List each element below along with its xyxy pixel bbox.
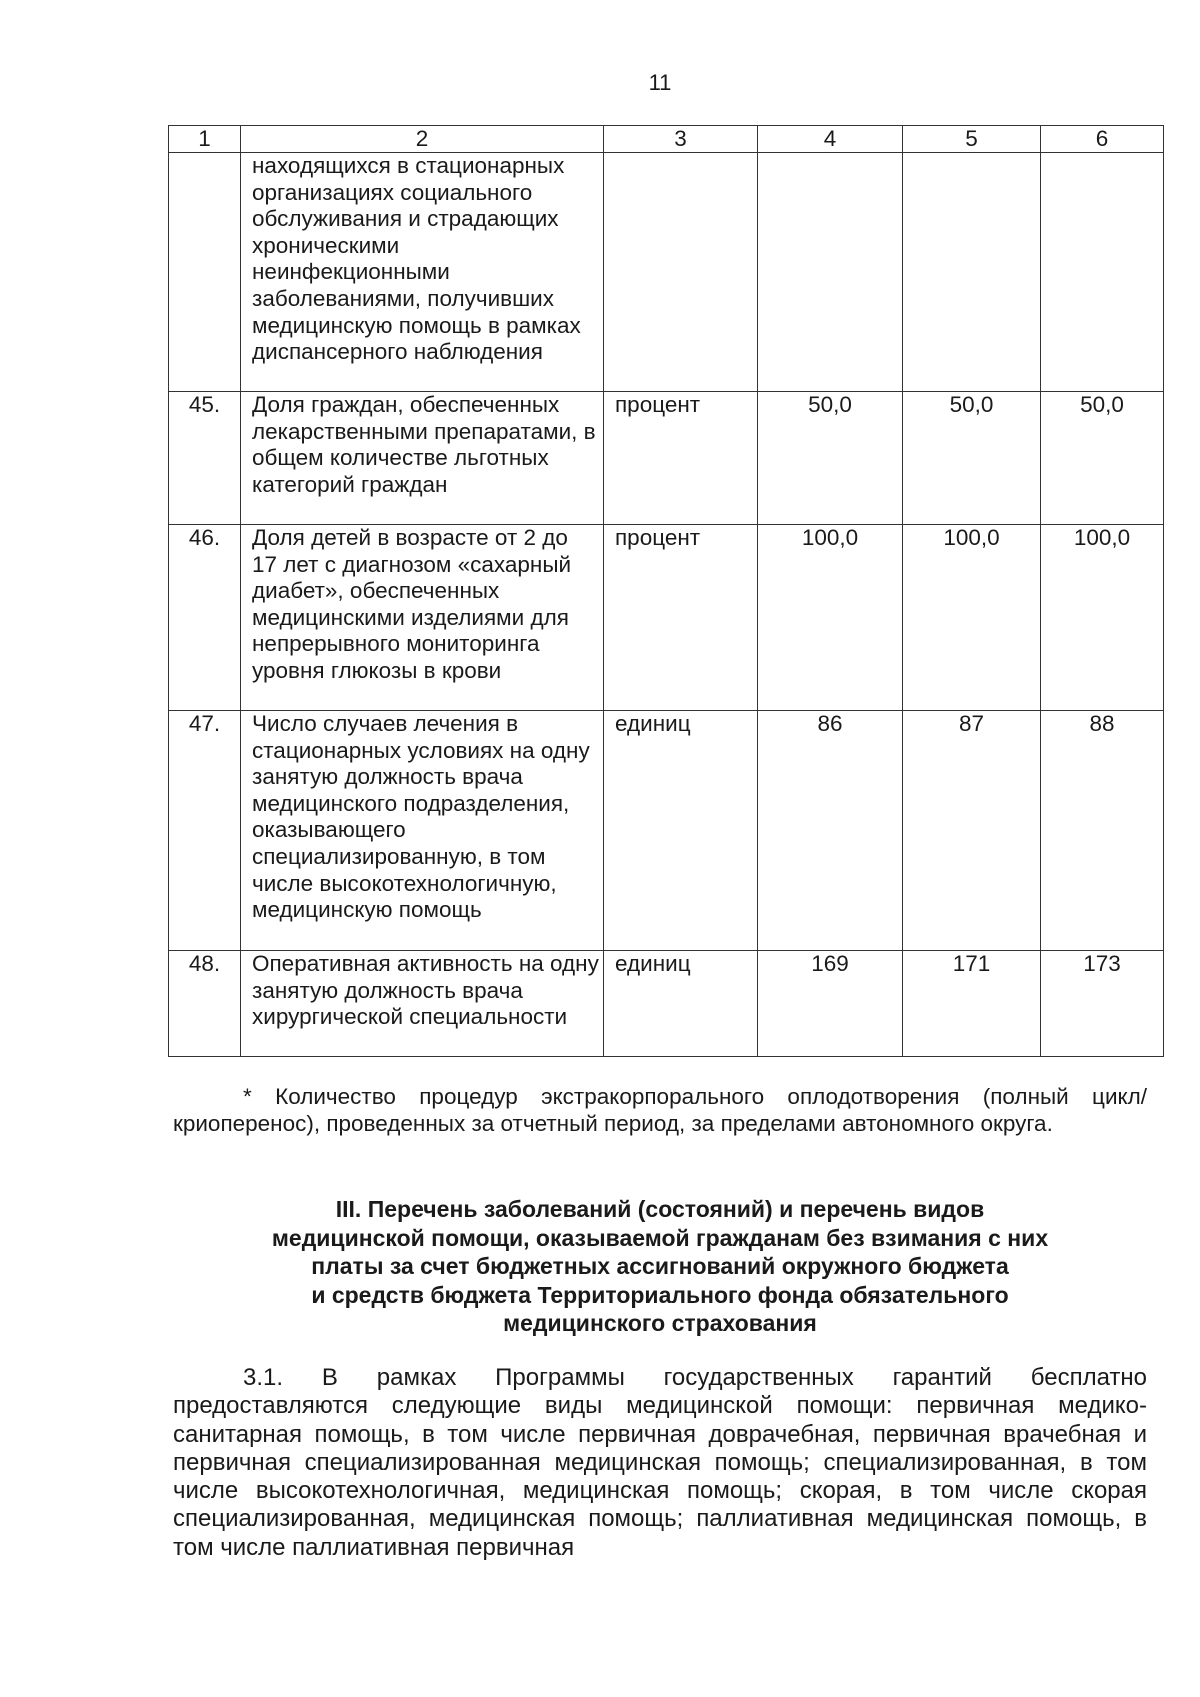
footnote: * Количество процедур экстракорпорального оплодотворения (полный цикл/криоперенос), проведенных за отчетный период, за пределами автономного округа. xyxy=(173,1084,1147,1136)
indicators-table xyxy=(168,125,1164,1057)
heading-line: медицинского страхования xyxy=(503,1310,817,1337)
header-cell: 2 xyxy=(241,126,604,153)
unit xyxy=(604,153,758,392)
table-row xyxy=(169,153,1164,392)
value-col6 xyxy=(1041,153,1164,392)
value-col4: 86 xyxy=(758,711,903,951)
value-col5: 87 xyxy=(903,711,1041,951)
heading-line: медицинской помощи, оказываемой гражданам без взимания с них xyxy=(271,1224,1049,1251)
value-col5: 100,0 xyxy=(903,525,1041,711)
unit: единиц xyxy=(604,711,758,951)
row-number: 47. xyxy=(169,711,241,951)
value-col6: 100,0 xyxy=(1041,525,1164,711)
value-col4 xyxy=(758,153,903,392)
heading-line: III. Перечень заболеваний (состояний) и перечень видов xyxy=(335,1196,985,1222)
indicator-name: Доля детей в возрасте от 2 до 17 лет с диагнозом «сахарный диабет», обеспеченных медицинскими изделиями для непрерывного мониторинга уровня глюкозы в крови xyxy=(241,525,604,711)
table-row xyxy=(169,951,1164,1057)
header-cell: 5 xyxy=(903,126,1041,153)
table-header-row xyxy=(169,126,1164,153)
value-col4: 50,0 xyxy=(758,392,903,525)
row-number: 46. xyxy=(169,525,241,711)
table-row xyxy=(169,711,1164,951)
value-col6: 173 xyxy=(1041,951,1164,1057)
unit: процент xyxy=(604,525,758,711)
indicator-name: Число случаев лечения в стационарных условиях на одну занятую должность врача медицинского подразделения, оказывающего специализированную, в том числе высокотехнологичную, медицинскую помощь xyxy=(241,711,604,951)
heading-line: и средств бюджета Территориального фонда обязательного xyxy=(311,1281,1009,1308)
indicator-name: Оперативная активность на одну занятую должность врача хирургической специальности xyxy=(241,951,604,1057)
page-number: 11 xyxy=(648,70,672,95)
row-number: 45. xyxy=(169,392,241,525)
unit: процент xyxy=(604,392,758,525)
row-number xyxy=(169,153,241,392)
heading-line: платы за счет бюджетных ассигнований окружного бюджета xyxy=(311,1253,1009,1280)
value-col5 xyxy=(903,153,1041,392)
body-paragraph: 3.1. В рамках Программы государственных гарантий бесплатно предоставляются следующие виды медицинской помощи: первичная медико-санитарная помощь, в том числе первичная доврачебная, первичная врачебная и первичная специализированная медицинская помощь; специализированная, в том числе высокотехнологичная, медицинская помощь; скорая, в том числе скорая специализированная, медицинская помощь; паллиативная медицинская помощь, в том числе паллиативная первичная xyxy=(173,1364,1147,1561)
indicator-name: находящихся в стационарных организациях социального обслуживания и страдающих хроническими неинфекционными заболеваниями, получивших медицинскую помощь в рамках диспансерного наблюдения xyxy=(241,153,604,392)
header-cell: 1 xyxy=(169,126,241,153)
value-col4: 100,0 xyxy=(758,525,903,711)
unit: единиц xyxy=(604,951,758,1057)
table-row xyxy=(169,392,1164,525)
value-col6: 88 xyxy=(1041,711,1164,951)
value-col4: 169 xyxy=(758,951,903,1057)
value-col5: 171 xyxy=(903,951,1041,1057)
row-number: 48. xyxy=(169,951,241,1057)
table-row xyxy=(169,525,1164,711)
value-col6: 50,0 xyxy=(1041,392,1164,525)
header-cell: 3 xyxy=(604,126,758,153)
indicator-name: Доля граждан, обеспеченных лекарственными препаратами, в общем количестве льготных категорий граждан xyxy=(241,392,604,525)
value-col5: 50,0 xyxy=(903,392,1041,525)
header-cell: 6 xyxy=(1041,126,1164,153)
header-cell: 4 xyxy=(758,126,903,153)
section-heading xyxy=(160,1195,1160,1338)
